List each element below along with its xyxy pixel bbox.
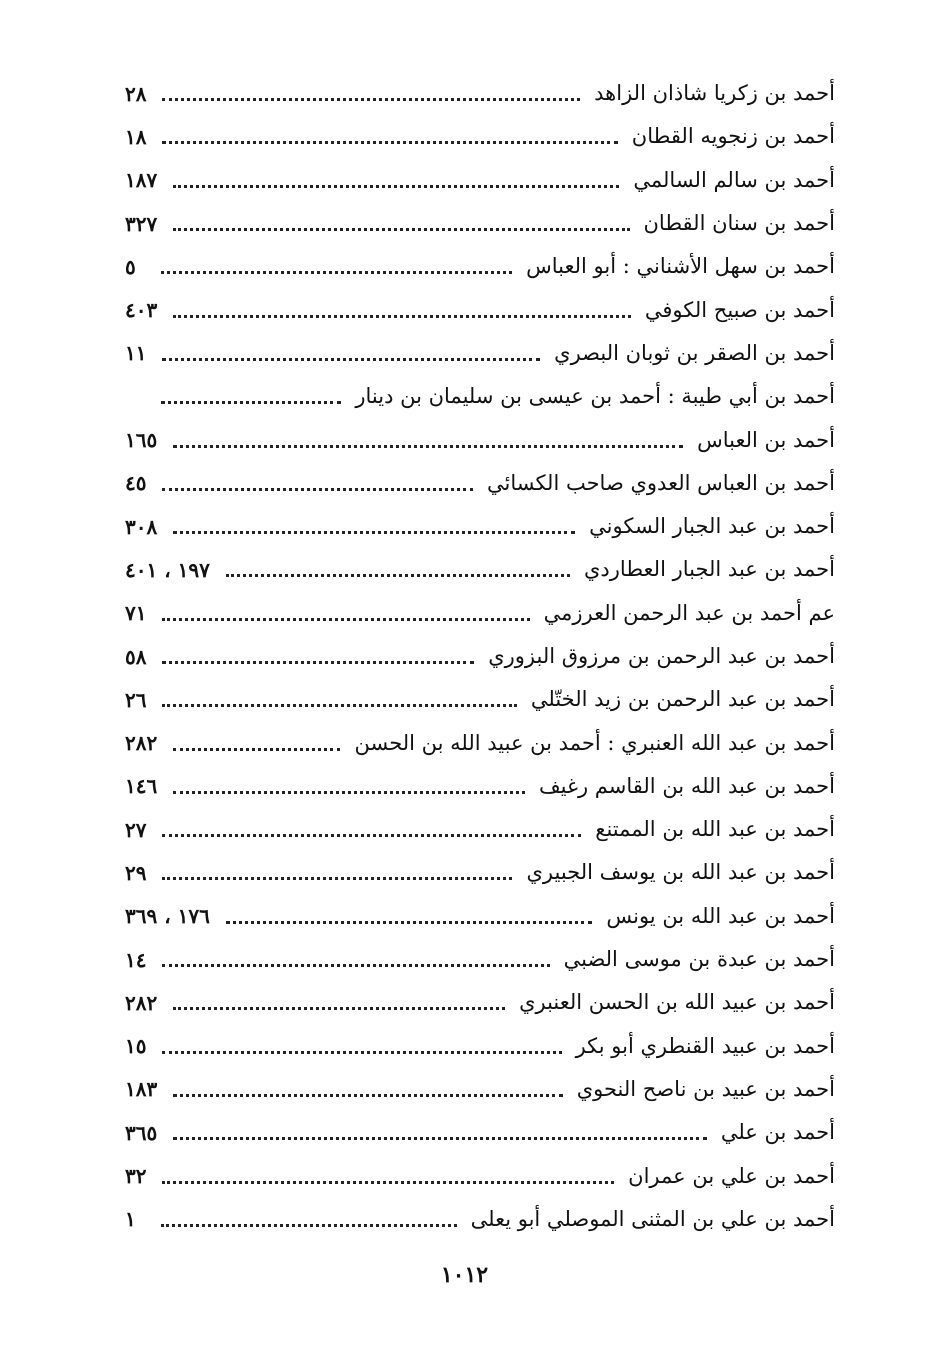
dot-leader (173, 1094, 562, 1097)
entry-pages: ١٥ (125, 1034, 147, 1059)
index-entry (125, 1198, 835, 1241)
entry-name: أحمد بن العباس (697, 427, 835, 452)
dot-leader (162, 618, 529, 621)
entry-name: أحمد بن أبي طيبة : أحمد بن عيسى بن سليمان بن دينار (355, 384, 835, 409)
dot-leader (173, 185, 619, 188)
entry-pages: ١١ (125, 341, 147, 366)
page-number: ١٠١٢ (440, 1262, 489, 1288)
index-entry (125, 851, 835, 894)
entry-pages: ٥ (125, 254, 136, 279)
dot-leader (173, 315, 631, 318)
entry-name: أحمد بن صبيح الكوفي (644, 297, 835, 322)
dot-leader (173, 1007, 505, 1010)
index-entry (125, 765, 835, 808)
index-entry (125, 418, 835, 461)
index-entry (125, 592, 835, 635)
index-entry (125, 159, 835, 202)
entry-name: أحمد بن عبد الجبار العطاردي (584, 557, 835, 582)
entry-pages: ١٨٣ (125, 1077, 158, 1102)
entry-pages: ٧١ (125, 601, 147, 626)
dot-leader (162, 1051, 561, 1054)
entry-pages: ٢٧ (125, 817, 147, 842)
index-entry (125, 678, 835, 721)
entry-pages: ١٤٦ (125, 774, 158, 799)
entry-pages: ١٩٧ ، ٤٠١ (125, 557, 210, 582)
dot-leader (162, 964, 549, 967)
dot-leader (226, 921, 592, 924)
dot-leader (162, 834, 581, 837)
dot-leader (173, 1137, 707, 1140)
index-entry (125, 245, 835, 288)
entry-pages: ٤٥ (125, 471, 147, 496)
entry-name: أحمد بن عبد الله بن القاسم رغيف (538, 773, 835, 798)
entry-name: أحمد بن عبد الله بن يوسف الجبيري (526, 860, 835, 885)
entry-name: أحمد بن سهل الأشناني : أبو العباس (526, 254, 835, 279)
index-entry (125, 981, 835, 1024)
index-entry (125, 115, 835, 158)
index-entry (125, 1068, 835, 1111)
entry-pages: ١٨ (125, 124, 147, 149)
entry-pages: ٣٠٨ (125, 514, 158, 539)
dot-leader (162, 661, 474, 664)
entry-name: أحمد بن علي (720, 1120, 835, 1145)
entry-name: أحمد بن زكريا شاذان الزاهد (594, 81, 835, 106)
entry-name: أحمد بن عبد الله العنبري : أحمد بن عبيد الله بن الحسن (354, 730, 835, 755)
entry-pages: ١٦٥ (125, 428, 158, 453)
entry-name: أحمد بن زنجويه القطان (631, 124, 835, 149)
entry-pages: ٣٢٧ (125, 211, 158, 236)
dot-leader (173, 791, 525, 794)
index-entry (125, 72, 835, 115)
index-entry (125, 548, 835, 591)
entry-name: أحمد بن عبدة بن موسى الضبي (563, 947, 835, 972)
dot-leader (162, 98, 580, 101)
index-entry (125, 332, 835, 375)
index-entry (125, 1111, 835, 1154)
dot-leader (162, 358, 540, 361)
dot-leader (173, 748, 340, 751)
entry-pages: ٤٠٣ (125, 298, 158, 323)
entry-name: أحمد بن عبد الرحمن بن زيد الختّلي (530, 687, 835, 712)
entry-pages: ٢٨٢ (125, 990, 158, 1015)
index-entry (125, 721, 835, 764)
entry-name: أحمد بن علي بن المثنى الموصلي أبو يعلى (470, 1206, 835, 1231)
entry-name: عم أحمد بن عبد الرحمن العرزمي (543, 600, 835, 625)
entry-name: أحمد بن عبد الله بن يونس (606, 903, 835, 928)
index-entry (125, 1025, 835, 1068)
entry-name: أحمد بن عبيد الله بن الحسن العنبري (519, 990, 835, 1015)
dot-leader (162, 488, 472, 491)
dot-leader (162, 141, 617, 144)
entry-name: أحمد بن عبد الرحمن بن مرزوق البزوري (488, 644, 835, 668)
entry-name: أحمد بن الصقر بن ثوبان البصري (554, 340, 835, 365)
index-entry (125, 462, 835, 505)
dot-leader (226, 574, 570, 577)
index-entry (125, 288, 835, 331)
dot-leader (173, 531, 575, 534)
entry-name: أحمد بن عبد الجبار السكوني (589, 514, 835, 539)
index-entry (125, 938, 835, 981)
entry-pages: ٢٩ (125, 860, 147, 885)
entry-pages: ١٤ (125, 947, 147, 972)
index-list (125, 72, 835, 1241)
index-entry (125, 1154, 835, 1197)
index-entry (125, 635, 835, 678)
dot-leader (161, 271, 512, 274)
dot-leader (162, 877, 512, 880)
entry-name: أحمد بن علي بن عمران (628, 1163, 835, 1188)
entry-pages: ٢٨٢ (125, 731, 158, 756)
entry-pages: ١٧٦ ، ٣٦٩ (125, 904, 210, 929)
entry-pages: ٢٨ (125, 81, 147, 106)
entry-name: أحمد بن سالم السالمي (633, 167, 835, 192)
entry-pages: ٥٨ (125, 644, 147, 669)
index-entry (125, 895, 835, 938)
dot-leader (162, 1181, 614, 1184)
entry-name: أحمد بن العباس العدوي صاحب الكسائي (486, 470, 835, 495)
entry-pages: ٢٦ (125, 687, 147, 712)
index-entry (125, 202, 835, 245)
entry-pages: ٣٢ (125, 1164, 147, 1189)
entry-name: أحمد بن عبد الله بن الممتنع (595, 817, 835, 842)
dot-leader (161, 401, 341, 404)
dot-leader (162, 704, 516, 707)
dot-leader (161, 1224, 457, 1227)
index-entry (125, 375, 835, 418)
entry-name: أحمد بن عبيد القنطري أبو بكر (575, 1033, 835, 1058)
dot-leader (173, 228, 629, 231)
entry-pages: ٣٦٥ (125, 1120, 158, 1145)
dot-leader (173, 445, 683, 448)
entry-name: أحمد بن عبيد بن ناصح النحوي (576, 1076, 835, 1101)
entry-pages: ١٨٧ (125, 168, 158, 193)
index-entry (125, 505, 835, 548)
entry-pages: ١ (125, 1207, 136, 1232)
index-entry (125, 808, 835, 851)
entry-name: أحمد بن سنان القطان (643, 211, 835, 236)
